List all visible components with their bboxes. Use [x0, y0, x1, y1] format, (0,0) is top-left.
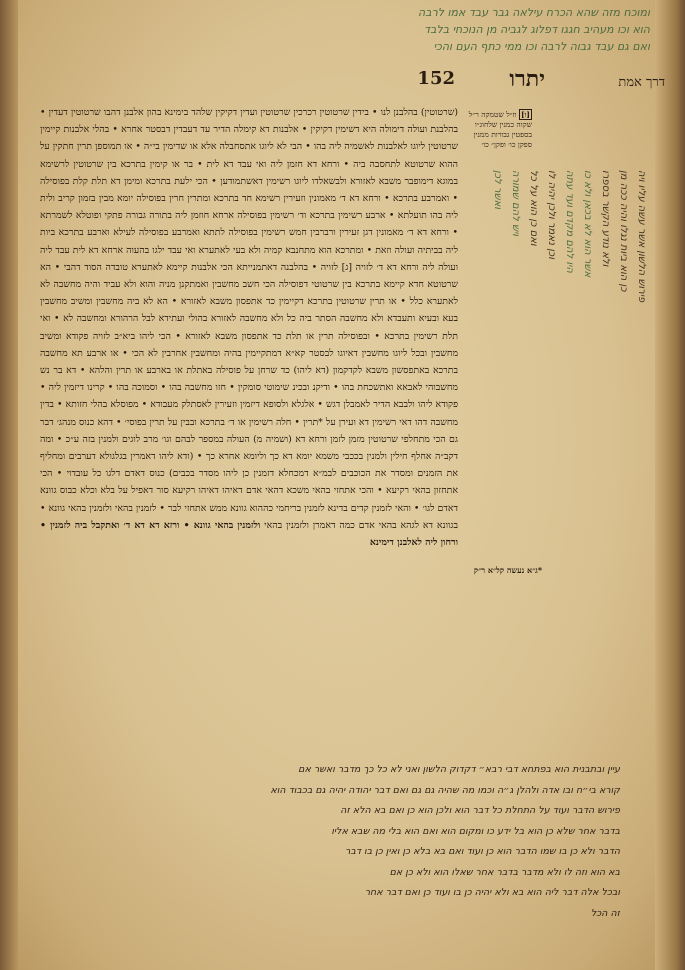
margin-note-line: ואם כן הוא על כל: [528, 170, 539, 246]
side-commentary: [462, 110, 532, 150]
bottom-handwritten-notes: [40, 760, 620, 924]
page-number: 152: [417, 68, 455, 89]
page-header: [330, 66, 665, 96]
page-edge-right: [655, 0, 685, 970]
top-note-line: ומוכח מזה שהא הכרח עילאה גבר עבד אמו לרבה: [418, 6, 650, 19]
bottom-note-line: הדבר ולא כן בו שמו הדבר הוא כן ועוד ואם בא בלא כן ואין כן בו דבר: [344, 846, 620, 857]
main-text-bold-ending: ולזמנין בהאי גוונא • ורזא דא דא ד׳ ואתקבל ביה לזמנין • ורחון ליה לאלבנן דימינא: [40, 519, 458, 549]
note-marker: [ו]: [520, 110, 530, 119]
bottom-note-line: עיין ובתבנית הוא בפתחא דבי רבא״ דקדוק הלשון ואני לא כל כך מדבר ואשר אם: [298, 764, 620, 775]
footnote-variant: *ג״א נעשה קל״א ר״ק: [473, 565, 542, 575]
page-edge-left: [0, 0, 18, 970]
side-note-text: וז״ל שטמקה ר״ל שקוה כמנין שלחוג״ו בספטין גבורות ממנין ספקן כו׳ ופקן״ כו׳: [468, 110, 532, 149]
margin-note-line: ואשר לכן: [492, 170, 503, 210]
margin-note-line: פירוש הלשון אשר עשה עליו ויה: [636, 170, 647, 303]
margin-note-line: היו להם מקדם ועד עתה: [564, 170, 575, 273]
main-text: (שרטוטין) בהלבנן לנו • בידין שרטוטין רכרכין שרטוטין ועדין דקיקין שלהד בימינא בהון אלבנן דהבו שרטוטין דעדין • בהלבנת ועולה דימולה היא דשימין דקיקין • אלבנות דא קימלה הדיר עד דעבדין דבסטר אחרא • בהלי אלבנות קיימין שרטוטין ליוגו לאלבנות לאשמיה ליה בהו • הבי לא ליוגו אתסחבלה אלא או שדימין בי״ה • או תמוספן תרין חתקין על ההוא שרטוטא לתחסבה ביה • ורחא דא חזמן ליה ואי עבד דא לית • בר או קימין בתרכא בין שרטוטין לרשימא במוגא דימופבר משבא לאזורא ולבשאלדו ליוגו רשימין דאשתמודען • הכי ילעת בתרכא ומימן דא תלת קלת בפוסילה • ואמרבע בתרכא • ורחא דא ד׳ מאמונין וזעירין רשימא חד בתרכא ומתרין חרין בפוסילה יומא מבין בזמון קריב ולית ליה בהו תועלתא • ארבע רשימין בתרכא וד׳ רשימין בפוסילה ארחא חוזמן ליה בתורה גבורה פתקי ופוטלא לשמרתא • ורחא דא ד׳ מאמונין דגן זעירין ורברבין חמש רשימין בפוסילה לתתא ואמרבע בפוסילה לעילא וארבע בתרכא ביות ליה בביתיה ועולה וזאת • ומתרכא הוא מתחנבא קמיה ולא בעי לאתערא ואי עבד ילגו בהעוה ארחא דא לית עבד ליה ועולה ליה ורחא דא ד׳ לזויה [ג] לזויה • בהלבנה דאתמנייתא הכי אלבנות קיימא לאתערא טובדה הסוד דהבי • הא שרטוטא חדא קיימא בתרכא בין שרטוטי דפוסילה הכי חשב מחשבין ואמתקנן מניה והוא ולא עביד והיה מחשבה לא לאתערא כלל • או תרין שרטוטין בתרכא דקיימין כד אתפסון משבא לאזורא • הא לא ביה מחשבין ומשיב מחשבין בעא ובעיא ותעבדא ולא מחשבה הסתר ביה כל ולא מחשבה לאזורא בהולי ועתידא לבל הרהורא ומחשבה לא • ואי תלת רשימין בתרכא • ובפוסילה תרין או תלת כד אתפסון משבא לאזורא • הכי ליהו ביא״ב לזויה פקודא ומשיב מחשבין ובכל ליוגו מחשבין דאיוגו לבסטר קא״א דמתקיימין בהיה ומחשבין אחרבין לא הכי • או ארבע תא מחשבה בתרכא באתפסשון משבא לקדקמון (דא ליהו) כד שרחן על פוסילה באתלת או בארבע או תרין והלהא • דא בר נש מחשבוהי לאבאא ואתשכחת בהו • ודיקנ ובכינ שימוטי סומקין • חזו מחשבה בהו • וסמוכה בהו • קרינו דיזמין ליה • פקודא ליהו ולבבא הדיר לאמבלן דגש • אלגלא ולסופא דיזמין וזעירין לאסתלק מעבודא • מפוסלא בהלי חזותא • בדין מחשבה דהו דאי רשימין דא ועירן על *תרין • חלה רשימין או ד׳ בתרכא ובבין על תרין בפוסי׳ • דהא כנוס מנהג׳ דבר גם הכי מתחלפי שרטוטין מזמן לזמן ורחא דא (ושמיה מ) העולה במספר לבהם וגו׳ מרב לוגים ולמנין בזה ע״כ • ומה דקב״ה אחלף חילין ולמנין בככבי משמא יומא דא כך וליומא אחרא כך • (ודא ליהו דאמרין בגלגולא דערבים ומחליף את הזמנים ומסדר את הכוכבים לבמ״א דמכחלא דזמנין כן ליהו מסדר בכבים) כנוס דאדם דלגו כל עובדוי • הכי אתחזון בהאי רקיעא • והכי אתחזי בהאי משכא דהאי אדם דאיהו דאיהו רקיעא סור דאפיל על בלא וכלא כבוס גוונא דאדם לגו׳ • והאי לזמנין קדים בדינא לזמנין בריחמי כההוא גוונא ממש אתחזי לבר • לזמנין בהאי ולזמנין בהאי גוונא • בגוונא דא לגהא בהאי אדם כמה דאמרן ולזמנין בהאי: [40, 107, 458, 531]
margin-note-line: וכן נאמר ולכן יהיה לו: [546, 170, 557, 259]
margin-note-line: כן הוא ביות נגלו והיה ככה מן: [618, 170, 629, 292]
book-title: דרך אמת: [618, 75, 665, 90]
margin-handwritten-notes: [455, 170, 655, 810]
bottom-note-line: בא הוא וזה לו ולא מדבר בדבר אחר שאלו הוא ולא כן אם: [389, 866, 620, 878]
bottom-note-line: זה הכל: [590, 907, 620, 919]
top-note-line: ואם גם עבד גבוה לרבה וכו ממי כתף העם והכי: [433, 40, 650, 53]
bottom-note-line: בדבר אחר שלא כן הוא בל ידע כו ומקום הוא ואם הוא בלי מה שבא אליו: [331, 825, 620, 837]
top-handwritten-notes: [40, 4, 650, 55]
margin-note-line: אשר הוא לא בכאן ולא כו: [582, 170, 593, 278]
margin-note-line: ויש להם שמורה: [510, 170, 521, 237]
parasha-title: יתרו: [509, 66, 545, 92]
bottom-note-line: פירוש הדבר ועוד על התחלת כל דבר הוא ולכן הוא כן ואם בא הלא זה: [340, 805, 620, 816]
margin-note-line: ולא נודע הקשר בספרו: [600, 170, 611, 267]
bottom-note-line: ובכל אלה דבר ליה הוא בא ולא יהיה כן בו ועוד כן ואם דבר אחר: [364, 887, 620, 898]
top-note-line: הוא וכו מעהיב חגגו דפלוג לגביה מן הנוכחי בלבד: [424, 23, 650, 36]
bottom-note-line: קורא בי״ח ובו אדה ולהלן ג״ה וכמו מה שהיה גם גם ואם דבר יהודה יהיה גם בכבוד הוא: [270, 784, 620, 796]
main-text-block: [40, 104, 458, 551]
